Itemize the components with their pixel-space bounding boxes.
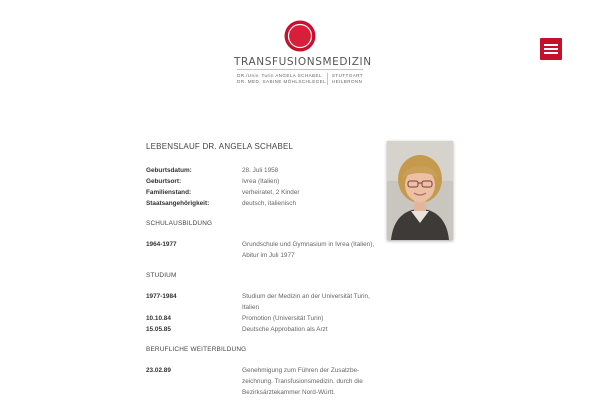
row-value: Promotion (Universität Turin) [242,315,324,322]
row-label: 10.10.84 [146,315,171,322]
row-label: Geburtsdatum: [146,167,192,174]
cv-content [146,142,386,398]
logo-doctor-2: DR. MED. SABINE MÖHLSCHLEGEL [237,79,327,84]
logo-divider [237,69,363,70]
menu-bar-bottom [544,52,558,54]
personal-row-birthplace [146,176,386,187]
personal-data [146,165,386,209]
logo-doctors [237,73,326,85]
row-label: Geburtsort: [146,178,182,185]
row-value: deutsch, italienisch [242,200,296,207]
menu-bar-middle [544,48,558,50]
row-value: 28. Juli 1958 [242,167,279,174]
row-value: Grundschule und Gymnasium in Ivrea (Italien), Abitur im Juli 1977 [242,241,375,259]
logo-city-1: STUTTGART [331,73,363,78]
row-value: Studium der Medizin an der Universität Turin, Italien [242,293,370,311]
row-label: 23.02.89 [146,367,171,374]
row-value: verheiratet, 2 Kinder [242,189,300,196]
studies-row-1 [146,291,386,313]
logo-doctor-1: DR./Univ. Turin ANGELA SCHABEL [237,73,322,78]
site-logo[interactable] [234,18,372,88]
personal-row-family [146,187,386,198]
studies-row-2 [146,313,386,324]
row-label: Familienstand: [146,189,192,196]
menu-bar-top [544,44,558,46]
portrait-photo [387,141,453,240]
portrait-illustration [387,141,453,240]
personal-row-birthdate [146,165,386,176]
logo-drop-icon [284,20,316,52]
section-heading-studies: STUDIUM [146,272,177,279]
section-heading-training: BERUFLICHE WEITERBILDUNG [146,346,247,353]
training-row-1 [146,365,386,398]
logo-title: TRANSFUSIONSMEDIZIN [234,56,372,68]
personal-row-nationality [146,198,386,209]
logo-cities [327,73,363,85]
row-value: Ivrea (Italien) [242,178,280,185]
row-label: Staatsangehörigkeit: [146,200,210,207]
row-value: Genehmigung zum Führen der Zusatzbezeichnung. Transfusionsmedizin. durch die Bezirksärztekammer Nord-Württ. [242,367,363,396]
school-row [146,239,386,261]
row-label: 15.05.85 [146,326,171,333]
logo-city-2: HEILBRONN [331,79,363,84]
row-value: Deutsche Approbation als Arzt [242,326,328,333]
studies-row-3 [146,324,386,335]
row-label: 1977-1984 [146,293,177,300]
page-title: LEBENSLAUF DR. ANGELA SCHABEL [146,142,294,151]
row-label: 1964-1977 [146,241,177,248]
hamburger-menu-icon[interactable] [540,38,562,60]
section-heading-school: SCHULAUSBILDUNG [146,220,213,227]
